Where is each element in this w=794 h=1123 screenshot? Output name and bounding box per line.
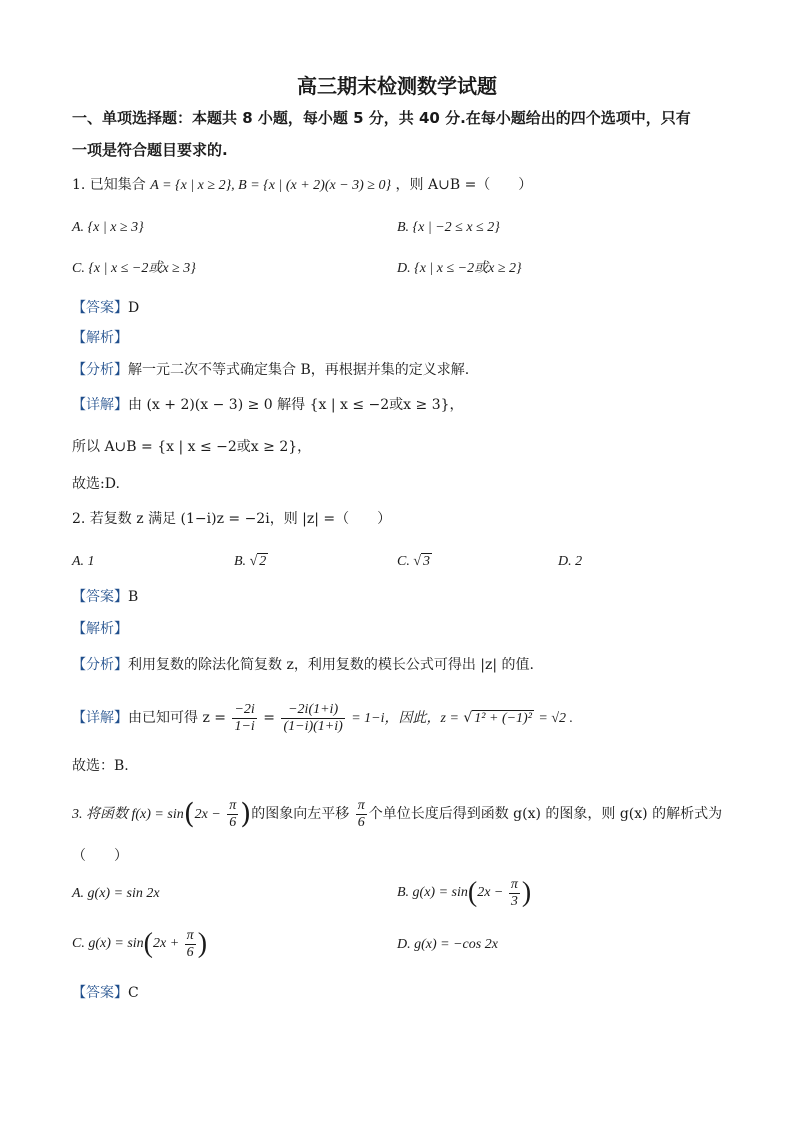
q3-option-b-fraction [509, 877, 520, 910]
q3-stem: 3. 将函数 f(x) = sin(2x − $\frac{\pi}{6}$ )的图象向左平移 $\frac{\pi}{6}$ 个单位长度后得到函数 g(x) 的图象，则 g(x) 的解析式为 [72, 797, 723, 830]
q2-option-d: D. 2 [558, 554, 583, 569]
q2-fraction-2 [281, 702, 344, 735]
q3-stem-arg: 2x − [194, 807, 221, 822]
q3-option-c-arg: 2x + [153, 936, 180, 952]
q1-xiangjie-line [72, 395, 464, 415]
q1-option-a: A. {x | x ≥ 3} [72, 220, 144, 235]
q2-option-b-radicand: 2 [259, 554, 267, 569]
q2-option-c: C. √ 3 [397, 554, 431, 569]
q3-option-c-label: C. g(x) = sin [72, 936, 144, 952]
q1-solution-line3: 故选:D. [72, 476, 120, 492]
q3-option-b-arg: 2x − [477, 885, 504, 901]
jiexi-label: 【解析】 [72, 330, 128, 346]
q2-xiangjie-line: 【详解】由已知可得 z = $\frac{-2i}{1-i}$ = $\frac{-2i(1+i)}{(1-i)(1+i)}$ = 1−i，因此，z = √ 1² + (−1)² = √2 . [72, 701, 574, 734]
q3-option-b-numerator: π [510, 876, 518, 892]
q2-stem: 2. 若复数 z 满足 (1−i)z = −2i，则 |z| =（ ） [72, 511, 392, 527]
q2-jiexi-line [72, 619, 128, 639]
page-title: 高三期末检测数学试题 [297, 74, 497, 98]
q1-xiangjie: 由 (x + 2)(x − 3) ≥ 0 解得 {x | x ≤ −2或x ≥ 3}， [128, 397, 464, 413]
section-heading-line1: 一、单项选择题：本题共 8 小题，每小题 5 分，共 40 分.在每小题给出的四个选项中，只有 [72, 109, 691, 127]
q2-xiangjie-end: = √2 . [538, 711, 574, 726]
xiangjie-label: 【详解】 [72, 397, 128, 413]
q1-option-d: D. {x | x ≤ −2或x ≥ 2} [397, 261, 522, 276]
q3-option-c-denominator: 6 [186, 944, 194, 960]
xiangjie-label: 【详解】 [72, 710, 128, 726]
q3-option-b-denominator: 3 [510, 893, 518, 909]
q3-stem-fraction-numerator: π [229, 797, 237, 813]
q2-fraction-2-denominator: (1−i)(1+i) [283, 718, 343, 734]
q2-option-c-radicand: 3 [423, 554, 431, 569]
q3-option-c-fraction [185, 928, 196, 961]
q1-stem-tail: ，则 A∪B =（ ） [395, 177, 533, 193]
q3-shift-fraction-numerator: π [357, 797, 365, 813]
q3-option-b-label: B. g(x) = sin [397, 885, 468, 901]
q3-answer-line [72, 983, 139, 1003]
q3-option-b: B. g(x) = sin(2x − $\frac{\pi}{3}$ ) [397, 876, 532, 909]
q2-xiangjie-mid: = 1−i，因此，z = [351, 711, 459, 726]
q1-jiexi-line [72, 328, 128, 348]
q2-fraction-1-numerator: −2i [234, 701, 255, 717]
fenxi-label: 【分析】 [72, 657, 128, 673]
q2-option-a: A. 1 [72, 554, 95, 569]
q2-fraction-2-numerator: −2i(1+i) [281, 702, 344, 719]
q2-fenxi: 利用复数的除法化简复数 z，利用复数的模长公式可得出 |z| 的值. [128, 657, 534, 673]
q2-option-c-label: C. [397, 554, 414, 569]
q3-stem-line2: （ ） [72, 848, 128, 864]
q2-fenxi-line [72, 655, 534, 675]
answer-label: 【答案】 [72, 985, 128, 1001]
q3-option-d: D. g(x) = −cos 2x [397, 937, 498, 952]
q3-shift-fraction [356, 798, 367, 831]
q1-option-b: B. {x | −2 ≤ x ≤ 2} [397, 220, 500, 235]
q2-modulus-radicand: 1² + (−1)² [474, 711, 532, 726]
q3-stem-tail: 个单位长度后得到函数 g(x) 的图象，则 g(x) 的解析式为 [368, 806, 723, 822]
q1-option-c: C. {x | x ≤ −2或x ≥ 3} [72, 261, 196, 276]
q2-xiangjie-text: 由已知可得 z = [128, 710, 227, 726]
q1-answer: D [128, 300, 140, 316]
q3-option-c: C. g(x) = sin(2x + $\frac{\pi}{6}$ ) [72, 927, 208, 960]
q3-stem-fraction [227, 798, 238, 831]
q1-fenxi: 解一元二次不等式确定集合 B，再根据并集的定义求解. [128, 362, 470, 378]
q1-stem-text: 1. 已知集合 [72, 177, 146, 193]
q3-answer: C [128, 985, 139, 1001]
q2-fraction-1-denominator: 1−i [234, 718, 255, 734]
q3-stem-text: 3. 将函数 f(x) = sin [72, 807, 184, 822]
q2-option-b-label: B. [234, 554, 250, 569]
q3-shift-fraction-denominator: 6 [357, 814, 365, 830]
q2-fraction-1 [232, 702, 256, 735]
q3-option-c-numerator: π [186, 927, 194, 943]
q2-answer-line [72, 587, 138, 607]
q1-solution-line2: 所以 A∪B = {x | x ≤ −2或x ≥ 2}， [72, 439, 312, 455]
q3-stem-mid: 的图象向左平移 [251, 806, 350, 822]
answer-label: 【答案】 [72, 589, 128, 605]
q2-solution-line3: 故选：B. [72, 758, 129, 774]
q1-stem-math: A = {x | x ≥ 2}, B = {x | (x + 2)(x − 3) ≥ 0} [150, 178, 392, 193]
q1-stem [72, 175, 532, 196]
q1-answer-line [72, 298, 139, 318]
fenxi-label: 【分析】 [72, 362, 128, 378]
q1-fenxi-line [72, 360, 469, 380]
q2-option-b: B. √ 2 [234, 554, 267, 569]
jiexi-label: 【解析】 [72, 621, 128, 637]
section-heading-line2: 一项是符合题目要求的. [72, 141, 228, 159]
q3-option-a: A. g(x) = sin 2x [72, 886, 160, 901]
q2-answer: B [128, 589, 139, 605]
q3-stem-fraction-denominator: 6 [229, 814, 237, 830]
answer-label: 【答案】 [72, 300, 128, 316]
